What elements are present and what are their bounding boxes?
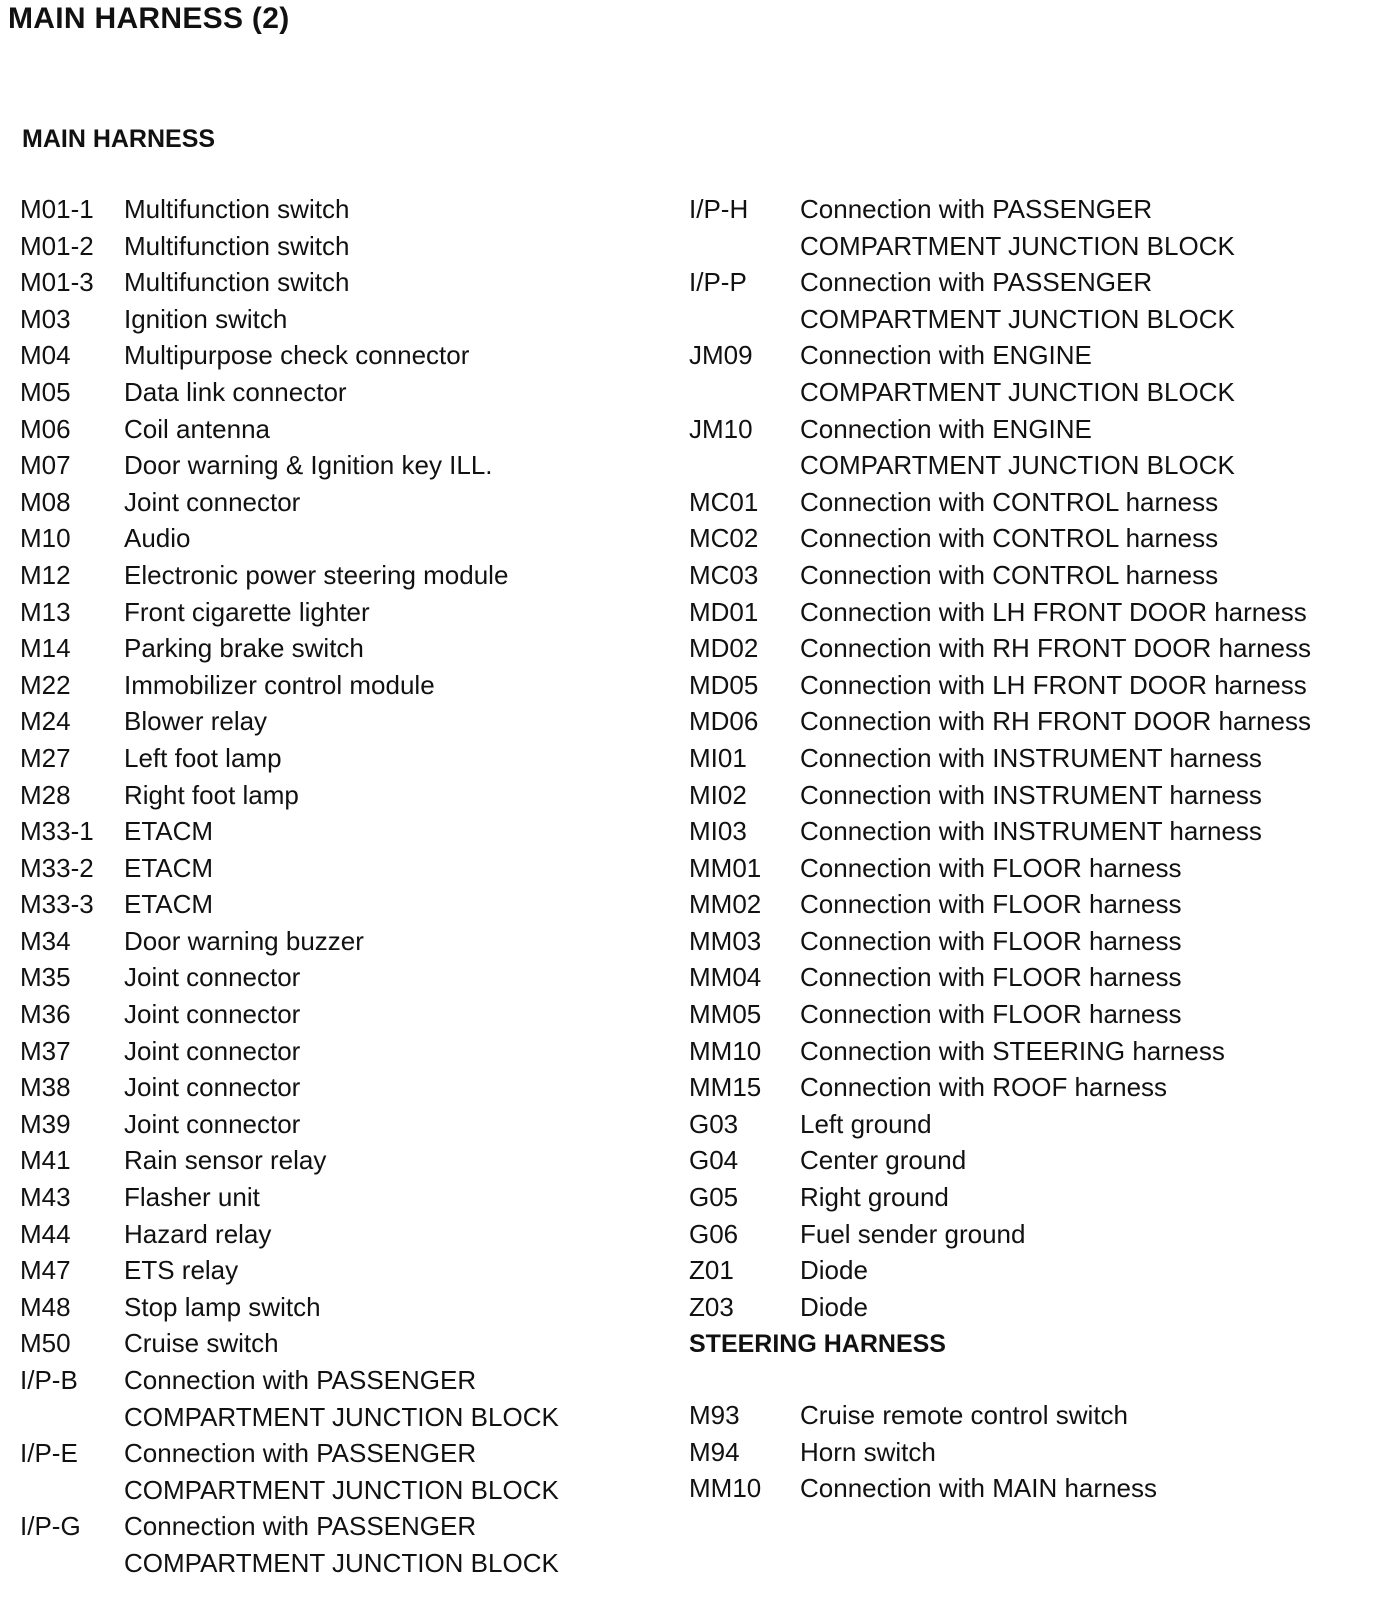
connector-description: Cruise remote control switch [800,1400,1128,1430]
connector-code: M13 [20,596,71,627]
connector-code: M50 [20,1328,71,1359]
connector-description: Multipurpose check connector [124,340,470,371]
connector-description: Joint connector [124,999,301,1030]
connector-description-continued: COMPARTMENT JUNCTION BLOCK [800,303,1235,334]
connector-description: Connection with RH FRONT DOOR harness [800,633,1312,664]
connector-description: Connection with FLOOR harness [800,962,1182,993]
connector-code: G06 [689,1218,739,1249]
connector-code: MM04 [689,962,762,993]
connector-code: MM10 [689,1035,762,1066]
connector-code: M44 [20,1218,71,1249]
connector-description: Right foot lamp [124,779,299,810]
connector-description: Joint connector [124,486,301,517]
connector-code: M93 [689,1400,740,1430]
connector-code: M24 [20,706,71,737]
connector-code: M07 [20,450,71,481]
connector-code: G05 [689,1182,739,1213]
connector-code: MM01 [689,852,762,883]
connector-code: G04 [689,1145,739,1176]
connector-code: M01-2 [20,230,94,261]
connector-description: Multifunction switch [124,194,350,224]
connector-code: M39 [20,1108,71,1139]
connector-code: G03 [689,1108,739,1139]
connector-description: Immobilizer control module [124,669,435,700]
connector-description: Ignition switch [124,303,288,334]
connector-description: Connection with PASSENGER [124,1511,477,1542]
connector-code: I/P-B [20,1365,78,1395]
connector-description: Connection with FLOOR harness [800,852,1182,883]
connector-description-continued: COMPARTMENT JUNCTION BLOCK [800,376,1235,407]
connector-description: ETACM [124,889,214,920]
connector-code: MM03 [689,925,762,956]
connector-code: M22 [20,669,71,700]
connector-description: Coil antenna [124,413,270,444]
connector-description: Door warning buzzer [124,925,364,956]
connector-description: Parking brake switch [124,633,364,664]
connector-code: M06 [20,413,71,444]
connector-code: M33-3 [20,889,94,920]
connector-description: Connection with ENGINE [800,340,1092,371]
connector-description: Rain sensor relay [124,1145,327,1176]
connector-description-continued: COMPARTMENT JUNCTION BLOCK [124,1547,559,1578]
connector-code: Z03 [689,1291,734,1322]
connector-code: M34 [20,925,71,956]
connector-code: M12 [20,559,71,590]
connector-code: M41 [20,1145,71,1176]
connector-description: Connection with CONTROL harness [800,523,1219,554]
connector-code: MD05 [689,669,759,700]
connector-code: M43 [20,1182,71,1213]
connector-description: ETS relay [124,1255,239,1286]
connector-description: ETACM [124,816,214,847]
connector-description: Connection with INSTRUMENT harness [800,816,1262,847]
connector-description: Connection with PASSENGER [124,1438,477,1469]
connector-code: M14 [20,633,71,664]
connector-code: M38 [20,1072,71,1103]
connector-description: Audio [124,523,191,554]
connector-description: Center ground [800,1145,967,1176]
connector-description: Connection with FLOOR harness [800,889,1182,920]
connector-code: I/P-H [689,194,749,224]
connector-description: Connection with FLOOR harness [800,925,1182,956]
connector-description: Fuel sender ground [800,1218,1026,1249]
connector-description-continued: COMPARTMENT JUNCTION BLOCK [800,450,1235,481]
connector-code: MM05 [689,999,762,1030]
connector-code: MC01 [689,486,759,517]
connector-description: Connection with LH FRONT DOOR harness [800,669,1307,700]
connector-description: Connection with PASSENGER [800,267,1153,298]
connector-description: Left foot lamp [124,742,282,773]
connector-code: M47 [20,1255,71,1286]
connector-description: Connection with MAIN harness [800,1473,1157,1504]
connector-code: M36 [20,999,71,1030]
connector-description: Door warning & Ignition key ILL. [124,450,493,481]
connector-description: Stop lamp switch [124,1291,321,1322]
connector-code: MD06 [689,706,759,737]
connector-description: Flasher unit [124,1182,260,1213]
connector-code: I/P-E [20,1438,78,1469]
connector-description: Connection with ROOF harness [800,1072,1168,1103]
page-title: MAIN HARNESS (2) [8,2,290,35]
connector-code: M10 [20,523,71,554]
steering-harness-heading: STEERING HARNESS [689,1330,946,1358]
connector-code: MD01 [689,596,759,627]
connector-description: Diode [800,1255,868,1286]
connector-code: M05 [20,376,71,407]
connector-description: Left ground [800,1108,932,1139]
connector-description: Front cigarette lighter [124,596,370,627]
connector-description: Connection with RH FRONT DOOR harness [800,706,1312,737]
connector-description: Data link connector [124,376,347,407]
connector-code: M33-1 [20,816,94,847]
connector-code: M94 [689,1436,740,1467]
connector-code: M08 [20,486,71,517]
connector-description: Connection with LH FRONT DOOR harness [800,596,1307,627]
connector-description: Connection with INSTRUMENT harness [800,779,1262,810]
connector-description: Diode [800,1291,868,1322]
connector-description: Cruise switch [124,1328,279,1359]
connector-description: Connection with CONTROL harness [800,486,1219,517]
connector-code: MI01 [689,742,747,773]
connector-description-continued: COMPARTMENT JUNCTION BLOCK [800,230,1235,261]
main-harness-heading: MAIN HARNESS [22,125,216,153]
connector-description: Multifunction switch [124,267,350,298]
connector-code: MI03 [689,816,747,847]
connector-code: M03 [20,303,71,334]
connector-description: Hazard relay [124,1218,272,1249]
connector-code: MD02 [689,633,759,664]
connector-description: Connection with INSTRUMENT harness [800,742,1262,773]
connector-code: M33-2 [20,852,94,883]
connector-code: MC02 [689,523,759,554]
connector-description-continued: COMPARTMENT JUNCTION BLOCK [124,1474,559,1505]
connector-code: JM10 [689,413,753,444]
connector-code: I/P-P [689,267,747,298]
connector-description: Right ground [800,1182,949,1213]
connector-description: Connection with PASSENGER [800,194,1153,224]
connector-code: M37 [20,1035,71,1066]
connector-description: Connection with STEERING harness [800,1035,1225,1066]
connector-code: M35 [20,962,71,993]
connector-code: JM09 [689,340,753,371]
connector-description: Joint connector [124,1072,301,1103]
connector-code: Z01 [689,1255,734,1286]
connector-code: M48 [20,1291,71,1322]
connector-code: M27 [20,742,71,773]
connector-code: M01-3 [20,267,94,298]
connector-code: M28 [20,779,71,810]
connector-description: Horn switch [800,1436,936,1467]
connector-description: Joint connector [124,962,301,993]
connector-description: ETACM [124,852,214,883]
connector-description: Joint connector [124,1035,301,1066]
connector-code: M04 [20,340,71,371]
connector-code: MM15 [689,1072,762,1103]
connector-description: Joint connector [124,1108,301,1139]
connector-code: MM02 [689,889,762,920]
connector-description: Blower relay [124,706,268,737]
connector-code: M01-1 [20,194,94,224]
connector-description: Multifunction switch [124,230,350,261]
connector-code: MM10 [689,1473,762,1504]
connector-code: I/P-G [20,1511,81,1542]
connector-code: MI02 [689,779,747,810]
connector-code: MC03 [689,559,759,590]
connector-description: Connection with FLOOR harness [800,999,1182,1030]
connector-description-continued: COMPARTMENT JUNCTION BLOCK [124,1401,559,1432]
connector-description: Connection with CONTROL harness [800,559,1219,590]
connector-description: Electronic power steering module [124,559,509,590]
connector-description: Connection with ENGINE [800,413,1092,444]
connector-description: Connection with PASSENGER [124,1365,477,1395]
